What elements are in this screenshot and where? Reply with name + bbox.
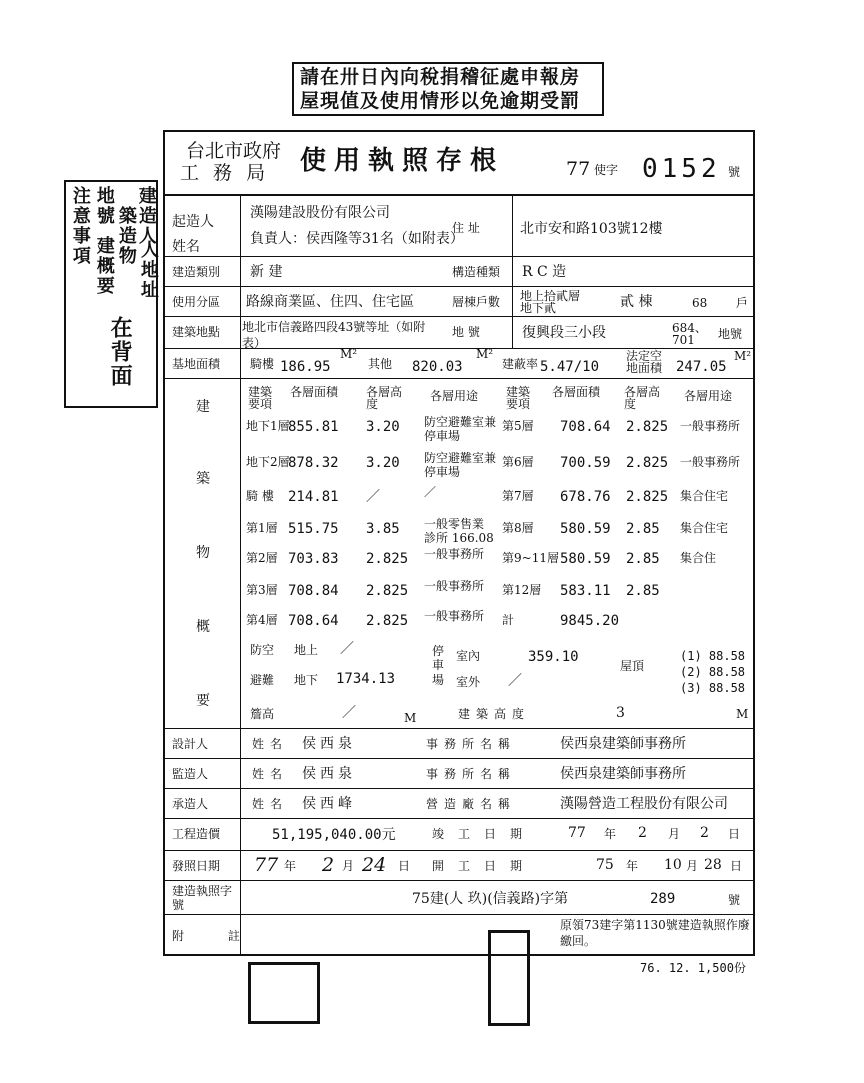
eaves-label: 簷高 [250,707,275,721]
floor-left-use: 一般事務所 [424,547,485,561]
side-col5: 地號 [93,186,115,226]
role-org-label: 營造廠名稱 [426,797,517,811]
hdr-right-use: 各層用途 [684,389,733,403]
roof-3: (3) 88.58 [680,681,746,695]
other-label: 其他 [368,357,393,371]
floor-right-area: 583.11 [560,583,611,599]
hdr-right-height: 各層高度 [624,385,661,411]
hdr-left-height: 各層高度 [366,385,403,411]
floor-right-area: 9845.20 [560,613,620,629]
floor-left-area: 515.75 [288,521,339,537]
roof-1: (1) 88.58 [680,649,746,663]
floor-left-height: 2.825 [366,551,409,567]
eaves-value: ／ [342,705,356,721]
done-label: 竣工日期 [432,827,537,841]
notice-line1: 請在卅日內向稅捐稽征處申報房 [300,66,581,88]
shelter-label-1: 防空 [250,643,275,657]
hdr-left-area: 各層面積 [290,385,339,399]
floor-left-use: 一般事務所 [424,609,485,623]
remark-label: 附 註 [172,929,260,943]
floor-left-area: 708.84 [288,583,339,599]
floor-right-height: 2.85 [626,521,660,537]
hdr-left-item: 建築要項 [248,385,273,411]
issue-year: 77 [254,854,279,876]
structure-label: 構造種類 [452,265,501,279]
lot-number: 684、701 [672,321,707,347]
indoor-label: 室內 [456,649,481,663]
floor-right-use: 集合住宅 [680,521,729,535]
floor-right-name: 第7層 [502,489,534,503]
building-height: 3 [616,705,625,721]
parking-outdoor: ／ [508,673,522,689]
coverage-ratio: 5.47/10 [540,359,600,375]
lot-label: 地 號 [452,325,480,339]
floor-right-name: 第5層 [502,419,534,433]
usage-label: 使用分區 [172,295,221,309]
permit-number: 0152 [642,154,721,184]
floor-right-height: 2.85 [626,583,660,599]
done-m: 月 [668,827,681,841]
floor-left-use: 防空避難室兼停車場 [424,451,497,479]
side-col8: 注意事項 [69,186,91,266]
builder-address-label: 住 址 [452,221,480,235]
role-name: 侯西泉 [302,736,356,752]
shelter-above: ／ [340,641,354,657]
gov-line2: 工 務 局 [180,162,270,184]
remark-value: 原領73建字第1130號建造執照作廢繳回。 [560,918,750,948]
start-d: 日 [730,859,743,873]
start-month: 10 [664,857,682,873]
role-org-label: 事務所名稱 [426,737,517,751]
floor-left-name: 地下1層 [246,419,290,433]
summary-label-2: 築 [196,471,210,487]
permit-year: 77 [566,158,591,180]
role-org: 侯西泉建築師事務所 [560,736,686,752]
build-type-value: 新 建 [250,264,283,280]
floor-left-use: 防空避難室兼停車場 [424,415,497,443]
arcade-label: 騎樓 [250,357,275,371]
floor-left-use: 一般零售業 診所 166.08 [424,517,494,545]
floor-right-name: 第9~11層 [502,551,559,565]
role-label: 監造人 [172,767,209,781]
floor-left-use: 一般事務所 [424,579,485,593]
notice-line2: 屋現值及使用情形以免逾期受罰 [300,90,581,112]
summary-label-4: 概 [196,619,210,635]
floor-left-use: ／ [424,485,437,499]
builder-person: 負責人：侯西隆等31名（如附表） [250,231,464,247]
usage-value: 路線商業區、住四、住宅區 [246,294,414,310]
start-label: 開工日期 [432,859,537,873]
done-day: 2 [700,825,709,841]
floor-right-area: 678.76 [560,489,611,505]
floor-right-height: 2.85 [626,551,660,567]
outdoor-label: 室外 [456,675,481,689]
floor-left-height: 2.825 [366,613,409,629]
floor-right-use: 一般事務所 [680,455,741,469]
floor-right-area: 700.59 [560,455,611,471]
hdr-right-item: 建築要項 [506,385,531,411]
floor-left-height: 3.20 [366,419,400,435]
floor-left-area: 878.32 [288,455,339,471]
other-area: 820.03 [412,359,463,375]
side-col7: 在背面 [107,316,134,388]
gov-line1: 台北市政府 [186,140,282,162]
side-col3: 人地址 [137,240,159,300]
legal-area: 247.05 [676,359,727,375]
area-unit-2: M² [476,347,494,361]
permit-label: 建造執照字號 [172,884,233,913]
role-name-label: 姓名 [252,767,289,781]
floors-label: 層棟戶數 [452,295,501,309]
start-day: 28 [704,857,722,873]
floor-left-name: 騎 樓 [246,489,274,503]
seal-right [488,930,530,1026]
shelter-below-label: 地下 [294,673,319,687]
floor-right-name: 第6層 [502,455,534,469]
done-year: 77 [568,825,586,841]
start-y: 年 [626,859,639,873]
floor-right-height: 2.825 [626,419,669,435]
build-type-label: 建造類別 [172,265,221,279]
issue-m: 月 [342,859,355,873]
floor-right-name: 第12層 [502,583,542,597]
done-y: 年 [604,827,617,841]
floor-left-area: 703.83 [288,551,339,567]
role-name: 侯西泉 [302,766,356,782]
issue-label: 發照日期 [172,859,221,873]
cost-label: 工程造價 [172,827,221,841]
role-name-label: 姓名 [252,797,289,811]
building-height-unit: M [736,707,749,721]
site-label: 建築地點 [172,325,221,339]
role-label: 承造人 [172,797,209,811]
arcade-area: 186.95 [280,359,331,375]
floors-value: 地上拾貳層 地下貳 [520,289,581,315]
role-label: 設計人 [172,737,209,751]
floor-right-area: 580.59 [560,521,611,537]
floor-right-height: 2.825 [626,455,669,471]
permit-suffix: 號 [728,165,741,179]
issue-d: 日 [398,859,411,873]
hdr-left-use: 各層用途 [430,389,479,403]
floor-right-area: 708.64 [560,419,611,435]
area-unit-3: M² [734,349,752,363]
buildings-value: 貳 棟 [620,294,653,310]
done-month: 2 [638,825,647,841]
lot-unit: 地號 [718,327,743,341]
shelter-below: 1734.13 [336,671,396,687]
start-year: 75 [596,857,614,873]
cost-value: 51,195,040.00元 [272,827,396,843]
floor-left-height: 3.85 [366,521,400,537]
legal-label: 法定空地面積 [626,349,663,375]
roof-2: (2) 88.58 [680,665,746,679]
floor-left-name: 地下2層 [246,455,290,469]
side-col6: 建概要 [93,236,115,296]
floor-left-name: 第2層 [246,551,278,565]
role-name-label: 姓名 [252,737,289,751]
area-label: 基地面積 [172,357,221,371]
floor-right-height: 2.825 [626,489,669,505]
permit-no-suffix: 號 [728,893,741,907]
issue-month: 2 [322,854,335,876]
floor-left-area: 708.64 [288,613,339,629]
households-unit: 戶 [736,296,749,310]
page-title: 使用執照存根 [300,146,505,176]
floor-left-name: 第4層 [246,613,278,627]
floor-left-name: 第3層 [246,583,278,597]
builder-company: 漢陽建設股份有限公司 [250,205,390,221]
floor-left-area: 855.81 [288,419,339,435]
hdr-right-area: 各層面積 [552,385,601,399]
side-col1: 建造人 [135,186,157,246]
floor-right-use: 集合住 [680,551,717,565]
ratio-label: 建蔽率 [502,357,539,371]
summary-label-3: 物 [196,545,210,561]
floor-right-name: 計 [502,613,515,627]
site-value: 地北市信義路四段43號等址（如附表） [242,320,426,350]
parking-label: 停車場 [432,644,445,687]
seal-left [248,962,320,1024]
builder-address: 北市安和路103號12樓 [520,221,663,237]
area-unit-1: M² [340,347,358,361]
floor-left-area: 214.81 [288,489,339,505]
floor-left-height: 2.825 [366,583,409,599]
role-org-label: 事務所名稱 [426,767,517,781]
permit-code: 使字 [594,163,619,177]
role-org: 侯西泉建築師事務所 [560,766,686,782]
footer-print-info: 76. 12. 1,500份 [640,961,746,975]
lot-section: 復興段三小段 [522,325,606,341]
permit-no: 289 [650,891,676,907]
role-org: 漢陽營造工程股份有限公司 [560,796,728,812]
summary-label-1: 建 [196,399,210,415]
floor-right-use: 集合住宅 [680,489,729,503]
floor-left-height: ／ [366,489,380,505]
done-d: 日 [728,827,741,841]
floor-left-name: 第1層 [246,521,278,535]
builder-label: 起造人 姓名 [172,214,214,256]
permit-value: 75建(人 玖)(信義路)字第 [412,891,569,907]
side-col2: 築造物 [115,206,137,266]
roof-label: 屋頂 [620,659,645,673]
shelter-above-label: 地上 [294,643,319,657]
structure-value: R C 造 [522,264,567,280]
eaves-unit: M [404,711,417,725]
floor-right-name: 第8層 [502,521,534,535]
issue-day: 24 [362,854,387,876]
floor-left-height: 3.20 [366,455,400,471]
parking-indoor: 359.10 [528,649,579,665]
floor-right-area: 580.59 [560,551,611,567]
start-m: 月 [686,859,699,873]
role-name: 侯西峰 [302,796,356,812]
issue-y: 年 [284,859,297,873]
summary-label-5: 要 [196,693,210,709]
floor-right-use: 一般事務所 [680,419,741,433]
households-value: 68 [692,296,708,310]
shelter-label-2: 避難 [250,673,275,687]
building-height-label: 建築高度 [458,707,531,721]
